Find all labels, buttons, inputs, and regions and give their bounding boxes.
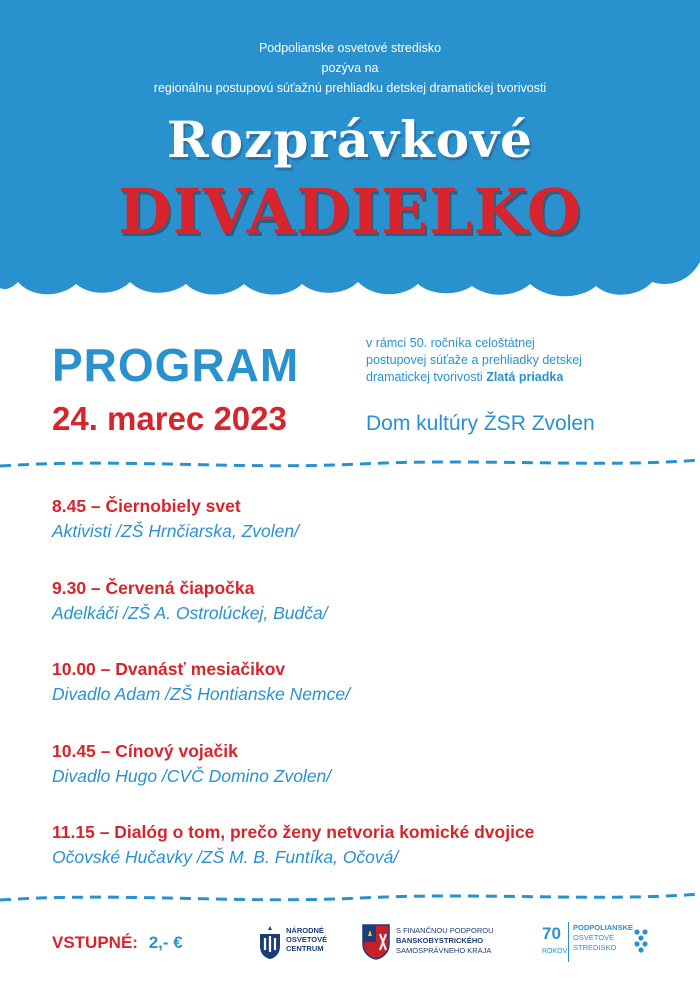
- noc-line: CENTRUM: [286, 944, 324, 953]
- noc-line: OSVETOVÉ: [286, 935, 328, 944]
- dashed-divider-top: [0, 454, 700, 474]
- note-line3-text: dramatickej tvorivosti: [366, 370, 487, 384]
- pos-line: PODPOLIANSKE: [573, 923, 634, 932]
- pos-separator: [568, 922, 569, 962]
- schedule-time-title: 10.00 – Dvanásť mesiačikov: [52, 659, 286, 679]
- pos-dots-icon: [632, 928, 650, 954]
- schedule-list: [52, 494, 692, 902]
- schedule-item: [52, 739, 692, 821]
- entry-fee-value: 2,- €: [148, 933, 183, 952]
- title-divadielko: DIVADIELKO: [117, 175, 582, 248]
- event-date: 24. marec 2023: [52, 400, 287, 437]
- note-line: v rámci 50. ročníka celoštátnej: [366, 336, 535, 350]
- note-line: [366, 369, 686, 386]
- schedule-time-title: 9.30 – Červená čiapočka: [52, 577, 255, 598]
- bbsk-text: [396, 926, 494, 956]
- entry-fee-label: VSTUPNÉ:: [52, 933, 138, 952]
- event-description-line: regionálnu postupovú súťažnú prehliadku detskej dramatickej tvorivosti: [153, 81, 547, 95]
- noc-line: NÁRODNÉ: [286, 926, 324, 935]
- dashed-divider-bottom: [0, 888, 700, 908]
- narodne-osvetove-centrum-logo: [258, 918, 353, 968]
- bbsk-line: S FINANČNOU PODPOROU: [396, 926, 494, 935]
- pos-line: OSVETOVÉ: [573, 933, 615, 942]
- organizer-line: Podpolianske osvetové stredisko: [258, 41, 442, 55]
- noc-text: [286, 926, 327, 953]
- schedule-item: [52, 576, 692, 658]
- pos-line: STREDISKO: [573, 943, 617, 952]
- bbsk-line: SAMOSPRÁVNEHO KRAJA: [396, 946, 492, 955]
- bbsk-coat-of-arms-icon: [362, 924, 390, 960]
- invites-line: pozýva na: [321, 61, 379, 75]
- schedule-item: [52, 494, 692, 576]
- schedule-time-title: 10.45 – Cínový vojačik: [52, 740, 238, 761]
- schedule-time-title: 8.45 – Čiernobiely svet: [52, 496, 241, 516]
- program-note: [366, 335, 686, 386]
- footer: [0, 918, 700, 968]
- schedule-performer: Divadlo Adam /ZŠ Hontianske Nemce/: [52, 684, 350, 704]
- schedule-performer: Očovské Hučavky /ZŠ M. B. Funtíka, Očová/: [52, 847, 399, 867]
- schedule-time-title: 11.15 – Dialóg o tom, prečo ženy netvoria komické dvojice: [52, 822, 535, 842]
- schedule-performer: Adelkáči /ZŠ A. Ostrolúckej, Budča/: [52, 602, 328, 623]
- schedule-performer: Aktivisti /ZŠ Hrnčiarska, Zvolen/: [52, 521, 299, 541]
- pos-name: [573, 923, 633, 953]
- entry-fee: [52, 933, 183, 953]
- pos-70-number: 70: [542, 924, 561, 943]
- pos-rokov: ROKOV: [542, 948, 568, 955]
- podpolianske-osvetove-stredisko-logo: [540, 918, 660, 968]
- title-rozpravkove: Rozprávkové: [167, 110, 533, 169]
- zlata-priadka-name: Zlatá priadka: [486, 370, 564, 384]
- note-line: postupovej súťaže a prehliadky detskej: [366, 353, 582, 367]
- bbsk-support-logo: [362, 920, 522, 968]
- schedule-performer: Divadlo Hugo /CVČ Domino Zvolen/: [52, 765, 332, 786]
- header-banner: [0, 0, 700, 300]
- schedule-item: [52, 657, 692, 739]
- invitation-text: [0, 38, 700, 98]
- bbsk-line: BANSKOBYSTRICKÉHO: [396, 936, 484, 945]
- program-heading: PROGRAM: [52, 339, 300, 391]
- event-venue: Dom kultúry ŽSR Zvolen: [366, 412, 595, 435]
- noc-emblem-icon: [258, 924, 282, 960]
